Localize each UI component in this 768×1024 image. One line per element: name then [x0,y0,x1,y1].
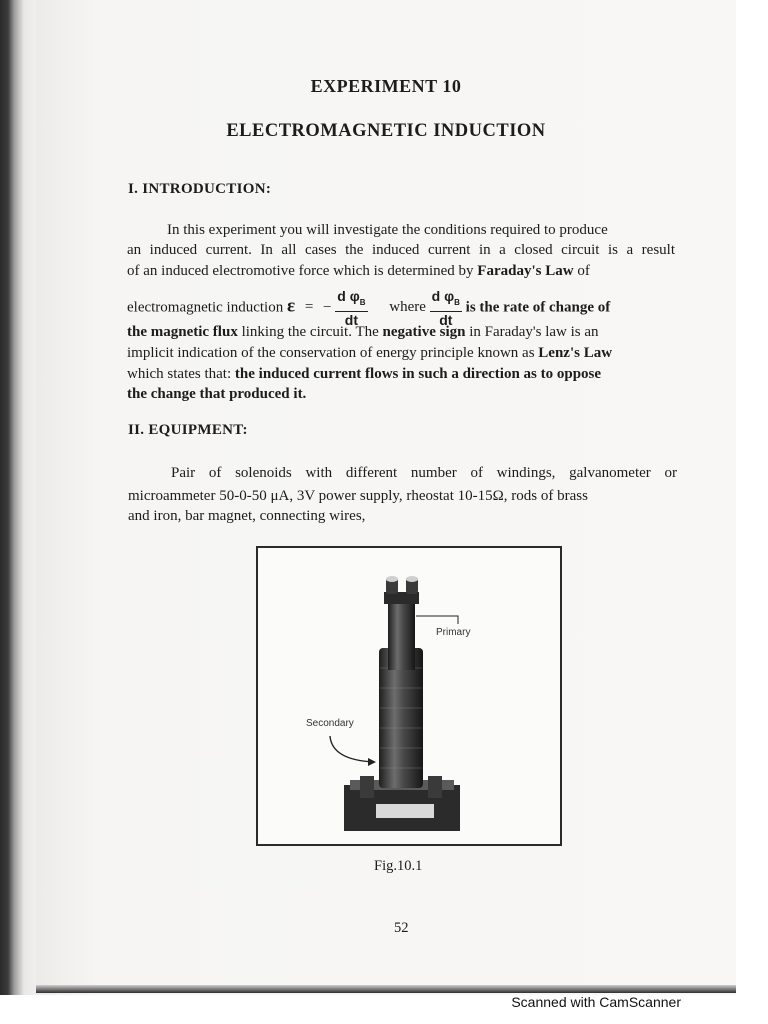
lenz-statement: the induced current flows in such a direction as to oppose [234,366,602,382]
intro-text-7: which states that: [127,366,235,382]
terminal-right [428,776,442,798]
lenz-statement-end: the change that produced it. [127,386,307,402]
intro-text-5: linking the circuit. The [237,324,383,340]
intro-text-5-end: in Faraday's law is an [465,324,599,340]
equipment-text-3: and iron, bar magnet, connecting wires, [128,508,366,524]
intro-text-3: of an induced electromotive force which is determined by [127,263,478,279]
intro-line-5 [127,322,675,342]
intro-text-6: implicit indication of the conservation of energy principle known as [127,345,539,361]
fraction-denominator: dt [344,311,358,328]
equipment-line-2 [128,486,676,506]
solenoid-figure [256,546,562,846]
faradays-law-term: Faraday's Law [477,263,574,279]
equipment-text-1: Pair of solenoids with different number of windings, galvanometer or [171,465,677,481]
scan-edge-shadow [0,0,40,995]
equipment-text-2: microammeter 50-0-50 μA, 3V power supply, rheostat 10-15Ω, rods of brass [128,488,588,504]
figure-caption: Fig.10.1 [374,858,423,874]
equation-lead-text: electromagnetic induction [127,299,287,316]
terminal-left [360,776,374,798]
rate-of-change-text: is the rate of change of [465,299,611,316]
equipment-line-3 [128,506,676,526]
scan-watermark: Scanned with CamScanner [511,994,681,1010]
secondary-label: Secondary [306,718,354,729]
intro-text-2: an induced current. In all cases the induced current in a closed circuit is a result [127,242,675,258]
experiment-title: EXPERIMENT 10 [310,76,462,96]
page-number: 52 [394,920,409,936]
primary-label: Primary [436,627,471,638]
intro-line-3 [127,261,675,281]
solenoid-apparatus-illustration [258,548,560,844]
equipment-heading: II. EQUIPMENT: [128,422,248,438]
negative-sign-term: negative sign [382,324,466,340]
intro-line-8 [127,384,675,404]
intro-text-3-end: of [573,263,590,279]
page-title: ELECTROMAGNETIC INDUCTION [226,121,546,141]
intro-line-6 [127,343,675,363]
intro-line-7 [127,364,675,384]
fraction-denominator-2: dt [439,311,453,328]
introduction-heading: I. INTRODUCTION: [128,181,272,197]
emf-symbol: ε [286,295,296,317]
fraction-numerator-2: d $\varphi_B$ [430,288,462,312]
equals-sign: = [304,299,314,316]
scan-bottom-border [36,985,736,993]
magnetic-flux-term: the magnetic flux [127,324,238,340]
secondary-arrow [330,736,374,762]
intro-line-1 [127,220,675,240]
primary-coil [388,600,415,670]
intro-text-1: In this experiment you will investigate the conditions required to produce [167,222,608,238]
primary-arrow [416,616,458,624]
equation-where: where [389,299,426,316]
fraction-numerator: d $\varphi_B$ [335,288,367,312]
intro-line-2 [127,240,675,260]
equipment-line-1 [129,463,677,483]
lenzs-law-term: Lenz's Law [538,345,613,361]
minus-sign: − [323,299,332,316]
